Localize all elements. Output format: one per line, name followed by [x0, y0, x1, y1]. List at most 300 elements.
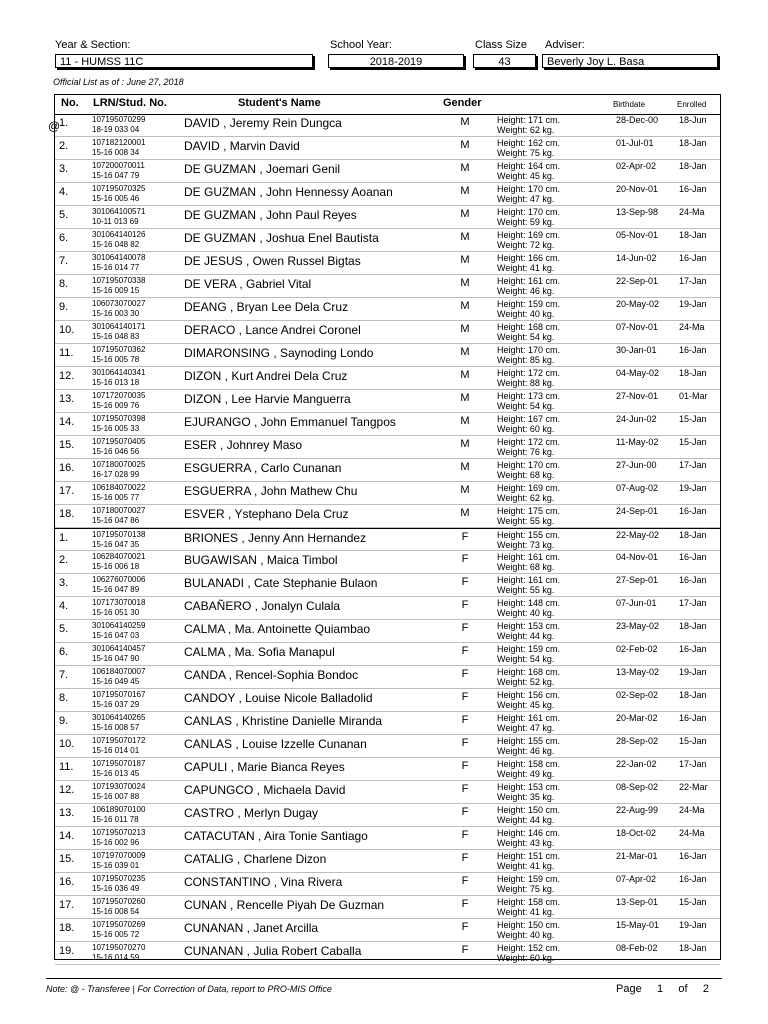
table-row	[55, 942, 720, 965]
table-row	[48, 114, 720, 137]
weight-value: Weight: 46 kg.	[497, 286, 555, 296]
student-name: CANDA , Rencel-Sophia Bondoc	[184, 668, 359, 682]
lrn-number: 107195070299	[92, 115, 146, 124]
student-name: CONSTANTINO , Vina Rivera	[184, 875, 343, 889]
row-number	[59, 853, 74, 865]
birthdate-cell: 07-Apr-02	[616, 874, 657, 884]
lrn-cell	[92, 897, 145, 916]
enrolled-cell: 18-Jan	[679, 621, 707, 631]
row-number-text: 7.	[59, 669, 69, 681]
student-number: 10-11 013 69	[92, 216, 139, 226]
page-label: Page	[616, 983, 642, 995]
height-weight-cell	[497, 530, 560, 550]
table-row	[55, 183, 720, 206]
row-number	[59, 623, 68, 635]
row-number-text: 6.	[59, 646, 69, 658]
gender-cell: M	[460, 162, 470, 174]
student-number: 15-16 005 33	[92, 423, 140, 433]
enrolled-cell: 18-Jan	[679, 138, 707, 148]
row-number	[59, 416, 74, 428]
height-value: Height: 164 cm.	[497, 161, 561, 171]
adviser-label: Adviser:	[545, 39, 585, 51]
weight-value: Weight: 60 kg.	[497, 953, 555, 963]
height-weight-cell	[497, 713, 560, 733]
gender-cell: F	[461, 829, 469, 841]
gender-cell: F	[461, 737, 469, 749]
student-number: 15-16 005 72	[92, 929, 140, 939]
height-weight-cell	[497, 690, 560, 710]
height-weight-cell	[497, 598, 560, 618]
lrn-cell	[92, 460, 145, 479]
lrn-number: 301064140457	[92, 644, 146, 653]
student-number: 15-16 047 03	[92, 630, 140, 640]
weight-value: Weight: 60 kg.	[497, 424, 555, 434]
height-value: Height: 150 cm.	[497, 805, 561, 815]
table-row	[55, 689, 720, 712]
birthdate-cell: 28-Dec-00	[616, 115, 659, 125]
weight-value: Weight: 55 kg.	[497, 585, 555, 595]
weight-value: Weight: 55 kg.	[497, 516, 555, 526]
height-weight-cell	[497, 506, 560, 526]
row-number	[59, 163, 68, 175]
row-number	[59, 692, 68, 704]
birthdate-cell: 22-Aug-99	[616, 805, 659, 815]
student-number: 15-16 008 54	[92, 906, 140, 916]
birthdate-cell: 28-Sep-02	[616, 736, 659, 746]
enrolled-cell: 15-Jan	[679, 736, 707, 746]
height-value: Height: 152 cm.	[497, 943, 561, 953]
student-table	[48, 94, 721, 963]
height-value: Height: 153 cm.	[497, 782, 561, 792]
table-row	[55, 252, 720, 275]
student-name: DE GUZMAN , Joemari Genil	[184, 162, 341, 176]
table-row	[55, 666, 720, 689]
gender-cell: M	[460, 277, 470, 289]
student-number: 16-17 028 99	[92, 469, 140, 479]
footer-divider	[46, 978, 722, 979]
row-number-text: 5.	[59, 623, 69, 635]
height-weight-cell	[497, 437, 560, 457]
row-number	[59, 301, 68, 313]
student-number: 15-16 051 30	[92, 607, 140, 617]
gender-cell: M	[460, 185, 470, 197]
footer-note: Note: @ - Transferee | For Correction of Data, report to PRO-MIS Office	[46, 984, 332, 994]
row-number	[59, 600, 68, 612]
row-number-text: 1.	[59, 532, 69, 544]
table-row	[55, 367, 720, 390]
gender-cell: F	[461, 553, 469, 565]
gender-cell: F	[461, 783, 469, 795]
weight-value: Weight: 54 kg.	[497, 332, 555, 342]
lrn-number: 107195070213	[92, 828, 146, 837]
enrolled-cell: 18-Jun	[679, 115, 707, 125]
row-number-text: 3.	[59, 577, 69, 589]
row-number-text: 4.	[59, 600, 69, 612]
lrn-cell	[92, 345, 145, 364]
class-size-field: 43	[473, 54, 536, 68]
enrolled-cell: 16-Jan	[679, 253, 707, 263]
height-value: Height: 170 cm.	[497, 460, 561, 470]
lrn-cell	[92, 391, 145, 410]
enrolled-cell: 15-Jan	[679, 897, 707, 907]
weight-value: Weight: 76 kg.	[497, 447, 555, 457]
gender-cell: F	[461, 691, 469, 703]
student-number: 15-16 007 88	[92, 791, 140, 801]
student-number: 15-16 047 89	[92, 584, 140, 594]
student-number: 15-16 011 78	[92, 814, 139, 824]
student-name: DIZON , Lee Harvie Manguerra	[184, 392, 351, 406]
student-name: CUNANAN , Janet Arcilla	[184, 921, 319, 935]
birthdate-cell: 18-Oct-02	[616, 828, 657, 838]
row-number-text: 14.	[59, 830, 75, 842]
lrn-cell	[92, 920, 145, 939]
row-number	[59, 532, 68, 544]
birthdate-cell: 02-Apr-02	[616, 161, 657, 171]
lrn-cell	[92, 621, 145, 640]
lrn-number: 107195070325	[92, 184, 146, 193]
student-number: 15-16 009 15	[92, 285, 140, 295]
row-number-text: 9.	[59, 715, 69, 727]
row-number	[59, 462, 74, 474]
col-enrolled: Enrolled	[677, 100, 707, 109]
height-weight-cell	[497, 897, 560, 917]
student-name: CAPUNGCO , Michaela David	[184, 783, 346, 797]
student-number: 15-16 048 82	[92, 239, 140, 249]
student-name: BRIONES , Jenny Ann Hernandez	[184, 531, 367, 545]
height-weight-cell	[497, 920, 560, 940]
height-weight-cell	[497, 460, 560, 480]
lrn-cell	[92, 644, 145, 663]
student-name: CATACUTAN , Aira Tonie Santiago	[184, 829, 368, 843]
gender-cell: M	[460, 139, 470, 151]
height-value: Height: 159 cm.	[497, 874, 561, 884]
student-name: ESGUERRA , Carlo Cunanan	[184, 461, 342, 475]
height-weight-cell	[497, 230, 560, 250]
height-value: Height: 151 cm.	[497, 851, 561, 861]
gender-cell: M	[460, 116, 470, 128]
birthdate-cell: 04-Nov-01	[616, 552, 659, 562]
row-number-text: 3.	[59, 163, 69, 175]
row-number-text: 16.	[59, 876, 75, 888]
lrn-cell	[92, 690, 145, 709]
height-weight-cell	[497, 621, 560, 641]
birthdate-cell: 11-May-02	[616, 437, 659, 447]
row-number	[59, 830, 74, 842]
student-number: 15-16 047 86	[92, 515, 140, 525]
row-number-text: 8.	[59, 692, 69, 704]
row-number-text: 10.	[59, 324, 75, 336]
enrolled-cell: 18-Jan	[679, 530, 707, 540]
student-name: CABAÑERO , Jonalyn Culala	[184, 599, 341, 613]
enrolled-cell: 16-Jan	[679, 851, 707, 861]
enrolled-cell: 15-Jan	[679, 437, 707, 447]
enrolled-cell: 24-Ma	[679, 805, 705, 815]
height-weight-cell	[497, 736, 560, 756]
height-value: Height: 155 cm.	[497, 530, 561, 540]
height-value: Height: 158 cm.	[497, 759, 561, 769]
col-gender: Gender	[443, 97, 482, 109]
table-row	[55, 275, 720, 298]
height-weight-cell	[497, 115, 560, 135]
lrn-cell	[92, 805, 145, 824]
height-weight-cell	[497, 345, 560, 365]
row-number-text: 8.	[59, 278, 69, 290]
weight-value: Weight: 72 kg.	[497, 240, 555, 250]
row-number-text: 4.	[59, 186, 69, 198]
lrn-number: 107195070260	[92, 897, 146, 906]
height-value: Height: 173 cm.	[497, 391, 561, 401]
height-value: Height: 159 cm.	[497, 644, 561, 654]
gender-cell: M	[460, 415, 470, 427]
row-number-text: 13.	[59, 393, 75, 405]
lrn-number: 107195070269	[92, 920, 146, 929]
weight-value: Weight: 44 kg.	[497, 631, 555, 641]
row-number	[59, 669, 68, 681]
student-name: DE GUZMAN , Joshua Enel Bautista	[184, 231, 379, 245]
lrn-cell	[92, 138, 145, 157]
lrn-number: 107195070405	[92, 437, 146, 446]
student-number: 15-16 002 96	[92, 837, 140, 847]
height-weight-cell	[497, 575, 560, 595]
weight-value: Weight: 40 kg.	[497, 608, 555, 618]
class-size-label: Class Size	[475, 39, 527, 51]
birthdate-cell: 01-Jul-01	[616, 138, 654, 148]
table-row	[55, 804, 720, 827]
row-number	[59, 807, 74, 819]
student-name: CALMA , Ma. Antoinette Quiambao	[184, 622, 371, 636]
enrolled-cell: 17-Jan	[679, 460, 707, 470]
row-number-text: 9.	[59, 301, 69, 313]
birthdate-cell: 02-Sep-02	[616, 690, 659, 700]
lrn-number: 301064100571	[92, 207, 146, 216]
height-weight-cell	[497, 759, 560, 779]
student-number: 15-16 049 45	[92, 676, 140, 686]
birthdate-cell: 08-Sep-02	[616, 782, 659, 792]
student-name: DEANG , Bryan Lee Dela Cruz	[184, 300, 349, 314]
student-name: CANLAS , Louise Izzelle Cunanan	[184, 737, 367, 751]
enrolled-cell: 16-Jan	[679, 575, 707, 585]
birthdate-cell: 27-Jun-00	[616, 460, 657, 470]
lrn-number: 106073070027	[92, 299, 146, 308]
col-no: No.	[61, 97, 79, 109]
table-row	[55, 482, 720, 505]
gender-cell: F	[461, 806, 469, 818]
student-name: EJURANGO , John Emmanuel Tangpos	[184, 415, 396, 429]
year-section-label: Year & Section:	[55, 39, 131, 51]
lrn-cell	[92, 943, 145, 962]
lrn-cell	[92, 276, 145, 295]
birthdate-cell: 21-Mar-01	[616, 851, 658, 861]
row-number-text: 17.	[59, 899, 75, 911]
col-name: Student's Name	[238, 97, 321, 109]
student-number: 15-16 046 56	[92, 446, 140, 456]
enrolled-cell: 17-Jan	[679, 598, 707, 608]
lrn-cell	[92, 368, 145, 387]
lrn-cell	[92, 874, 145, 893]
student-name: BUGAWISAN , Maica Timbol	[184, 553, 338, 567]
height-value: Height: 172 cm.	[497, 368, 561, 378]
row-number-text: 13.	[59, 807, 75, 819]
row-number-text: 2.	[59, 554, 69, 566]
table-row	[55, 712, 720, 735]
enrolled-cell: 24-Ma	[679, 322, 705, 332]
height-value: Height: 161 cm.	[497, 575, 561, 585]
page-total: 2	[702, 983, 709, 995]
gender-cell: M	[460, 438, 470, 450]
height-weight-cell	[497, 414, 560, 434]
birthdate-cell: 14-Jun-02	[616, 253, 657, 263]
row-number-text: 15.	[59, 439, 75, 451]
of-label: of	[678, 983, 688, 995]
lrn-number: 106276070006	[92, 575, 146, 584]
lrn-number: 301064140265	[92, 713, 146, 722]
gender-cell: M	[460, 484, 470, 496]
lrn-cell	[92, 530, 145, 549]
lrn-number: 107195070338	[92, 276, 146, 285]
height-value: Height: 169 cm.	[497, 483, 561, 493]
gender-cell: M	[460, 254, 470, 266]
lrn-cell	[92, 322, 145, 341]
row-number	[59, 140, 68, 152]
weight-value: Weight: 54 kg.	[497, 654, 555, 664]
student-number: 15-16 009 76	[92, 400, 140, 410]
row-number-text: 12.	[59, 784, 75, 796]
height-weight-cell	[497, 253, 560, 273]
height-weight-cell	[497, 322, 560, 342]
lrn-number: 301064140126	[92, 230, 146, 239]
student-number: 15-16 008 34	[92, 147, 140, 157]
row-number	[59, 278, 68, 290]
row-number	[59, 255, 68, 267]
student-number: 15-16 008 57	[92, 722, 140, 732]
table-row	[55, 873, 720, 896]
row-number-text: 7.	[59, 255, 69, 267]
height-weight-cell	[497, 161, 560, 181]
row-number	[59, 209, 68, 221]
table-row	[55, 459, 720, 482]
col-birthdate: Birthdate	[613, 100, 646, 109]
row-number-text: 11.	[59, 347, 74, 359]
weight-value: Weight: 85 kg.	[497, 355, 555, 365]
birthdate-cell: 23-May-02	[616, 621, 660, 631]
lrn-cell	[92, 299, 145, 318]
height-value: Height: 153 cm.	[497, 621, 561, 631]
enrolled-cell: 16-Jan	[679, 713, 707, 723]
enrolled-cell: 19-Jan	[679, 920, 707, 930]
height-weight-cell	[497, 207, 560, 227]
table-row	[55, 620, 720, 643]
table-row	[55, 505, 720, 528]
row-number-text: 1.	[59, 117, 69, 129]
enrolled-cell: 19-Jan	[679, 483, 707, 493]
height-weight-cell	[497, 299, 560, 319]
table-row	[55, 597, 720, 620]
height-value: Height: 169 cm.	[497, 230, 561, 240]
enrolled-cell: 18-Jan	[679, 161, 707, 171]
footer	[46, 984, 721, 994]
student-name: CANLAS , Khristine Danielle Miranda	[184, 714, 383, 728]
enrolled-cell: 22-Mar	[679, 782, 708, 792]
student-name: BULANADI , Cate Stephanie Bulaon	[184, 576, 378, 590]
gender-cell: M	[460, 369, 470, 381]
gender-cell: F	[461, 576, 469, 588]
row-number	[59, 922, 74, 934]
lrn-number: 107195070172	[92, 736, 146, 745]
enrolled-cell: 15-Jan	[679, 414, 707, 424]
enrolled-cell: 16-Jan	[679, 552, 707, 562]
lrn-number: 301064140078	[92, 253, 146, 262]
weight-value: Weight: 41 kg.	[497, 861, 555, 871]
lrn-number: 106184070007	[92, 667, 146, 676]
gender-cell: M	[460, 300, 470, 312]
table-row	[55, 758, 720, 781]
height-value: Height: 161 cm.	[497, 713, 561, 723]
lrn-cell	[92, 161, 145, 180]
table-body	[48, 114, 720, 965]
student-number: 15-16 014 77	[92, 262, 140, 272]
row-number	[59, 508, 74, 520]
row-number	[59, 324, 74, 336]
lrn-cell	[92, 115, 145, 134]
transferee-mark: @	[48, 119, 61, 133]
weight-value: Weight: 68 kg.	[497, 470, 555, 480]
height-value: Height: 168 cm.	[497, 322, 561, 332]
student-number: 15-16 047 90	[92, 653, 140, 663]
gender-cell: F	[461, 852, 469, 864]
lrn-cell	[92, 575, 145, 594]
row-number	[59, 784, 74, 796]
gender-cell: M	[460, 346, 470, 358]
weight-value: Weight: 68 kg.	[497, 562, 555, 572]
table-row	[55, 206, 720, 229]
student-name: DAVID , Jeremy Rein Dungca	[184, 116, 342, 130]
birthdate-cell: 04-May-02	[616, 368, 660, 378]
weight-value: Weight: 45 kg.	[497, 171, 555, 181]
height-weight-cell	[497, 805, 560, 825]
table-row	[55, 574, 720, 597]
student-number: 15-16 005 78	[92, 354, 140, 364]
row-number-text: 5.	[59, 209, 69, 221]
gender-cell: F	[461, 668, 469, 680]
row-number-text: 6.	[59, 232, 69, 244]
row-number	[59, 232, 68, 244]
enrolled-cell: 18-Jan	[679, 943, 707, 953]
height-weight-cell	[497, 874, 560, 894]
enrolled-cell: 18-Jan	[679, 690, 707, 700]
height-weight-cell	[497, 184, 560, 204]
lrn-cell	[92, 207, 145, 226]
birthdate-cell: 30-Jan-01	[616, 345, 657, 355]
student-number: 15-16 037 29	[92, 699, 140, 709]
row-number	[59, 485, 74, 497]
enrolled-cell: 24-Ma	[679, 828, 705, 838]
weight-value: Weight: 52 kg.	[497, 677, 555, 687]
enrolled-cell: 16-Jan	[679, 506, 707, 516]
enrolled-cell: 17-Jan	[679, 759, 707, 769]
weight-value: Weight: 88 kg.	[497, 378, 555, 388]
gender-cell: M	[460, 231, 470, 243]
weight-value: Weight: 41 kg.	[497, 907, 555, 917]
lrn-cell	[92, 230, 145, 249]
student-name: CALMA , Ma. Sofia Manapul	[184, 645, 335, 659]
row-number	[59, 370, 74, 382]
lrn-number: 107195070138	[92, 530, 146, 539]
student-number: 15-16 014 01	[92, 745, 140, 755]
height-weight-cell	[497, 644, 560, 664]
lrn-number: 107180070025	[92, 460, 146, 469]
height-weight-cell	[497, 828, 560, 848]
gender-cell: F	[461, 944, 469, 956]
